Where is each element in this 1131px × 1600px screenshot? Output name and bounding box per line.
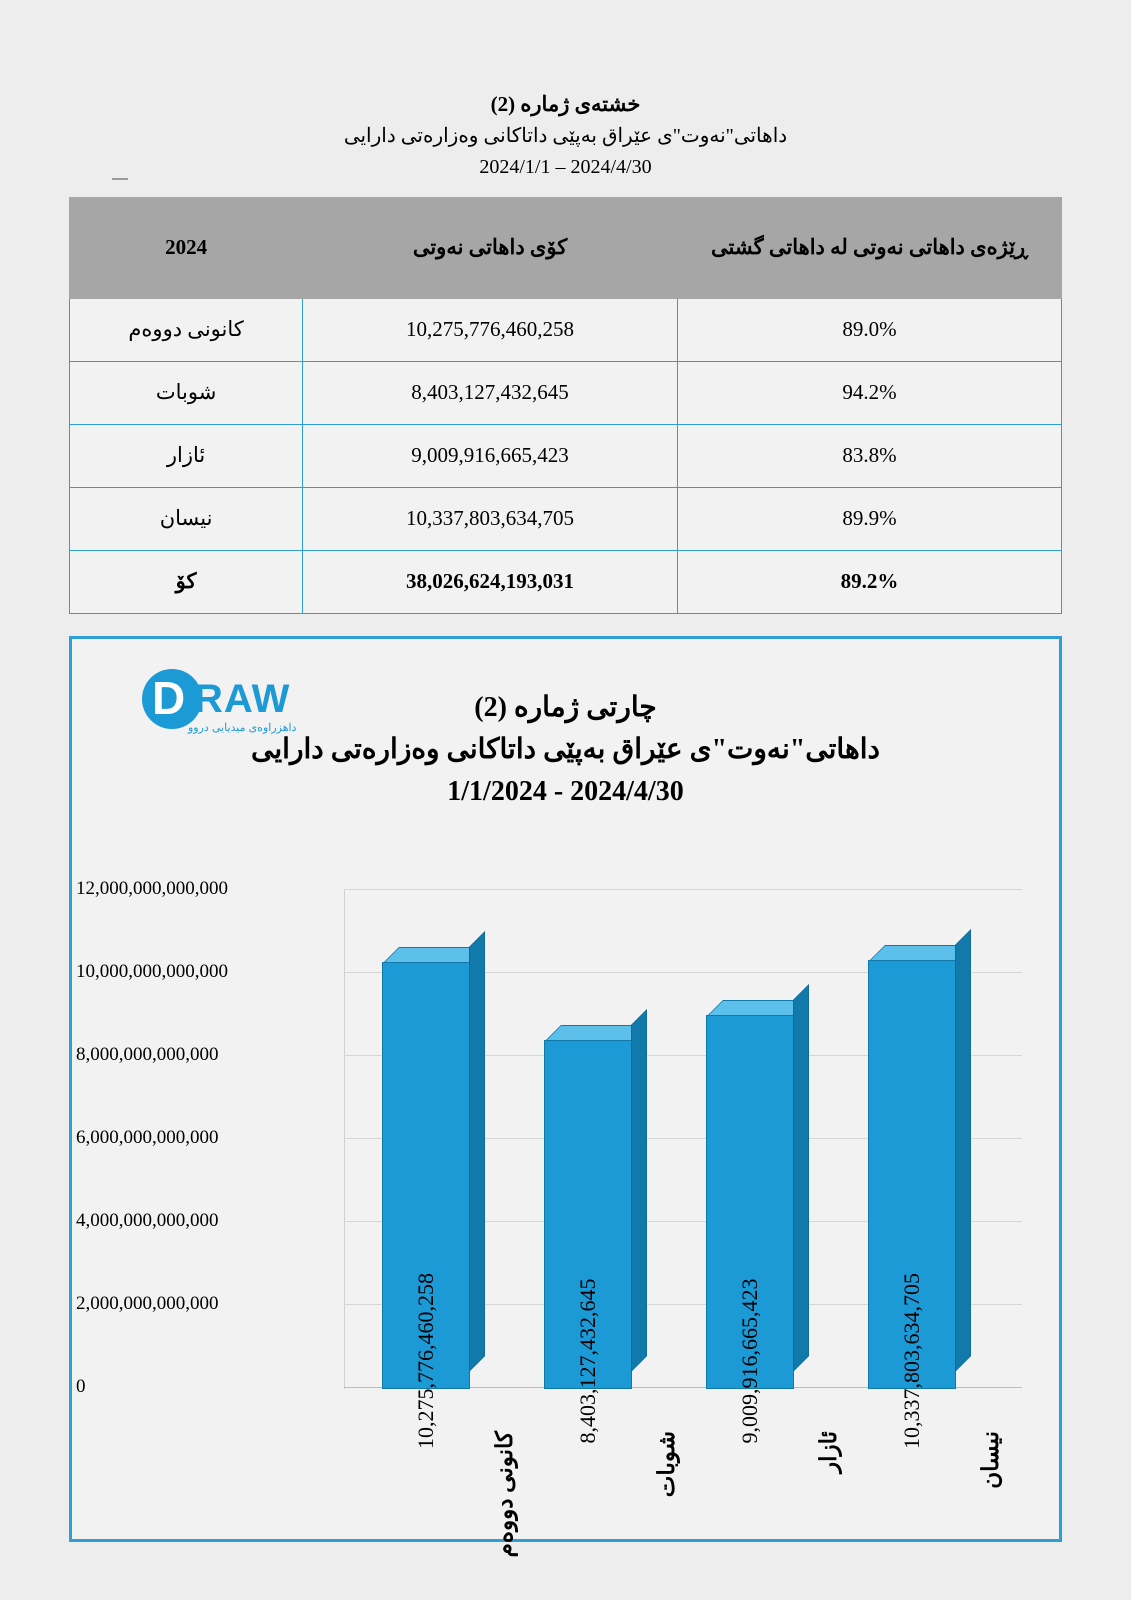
bar-value-label: 10,337,803,634,705: [899, 1272, 924, 1449]
table-header-row: [70, 197, 1062, 298]
oil-revenue-table-wrapper: [69, 197, 1062, 614]
x-tick-label: کانونی دووەم: [492, 1430, 517, 1557]
bar-nisan: [868, 960, 956, 1449]
bar-value-label: 10,275,776,460,258: [413, 1272, 438, 1449]
table-title-line-3: 2024/4/30 – 2024/1/1: [479, 155, 652, 178]
table-row: [70, 298, 1062, 361]
x-tick-label: ئازار: [816, 1430, 841, 1473]
document-title-block: [0, 0, 1131, 183]
bar-shubat: [544, 1040, 632, 1444]
chart-subtitle: داهاتی"نەوت"ى عێراق بەپێی داتاکانی وەزارەتی دارایی: [251, 733, 880, 765]
cell-ratio: 89.0%: [677, 298, 1061, 361]
table-row: [70, 361, 1062, 424]
header-total: کۆی داهاتی نەوتی: [303, 197, 678, 298]
logo-tagline: داهزراوەی میدیایی دروو: [188, 721, 297, 734]
y-tick-label: 8,000,000,000,000: [76, 1043, 219, 1065]
cell-month: کانونی دووەم: [70, 298, 303, 361]
bar-side-face: [469, 931, 485, 1372]
dash-artifact: [112, 178, 128, 180]
x-tick-label: شوبات: [654, 1430, 679, 1497]
y-tick-label: 2,000,000,000,000: [76, 1292, 219, 1314]
cell-ratio: 89.9%: [677, 487, 1061, 550]
chart-panel: [69, 636, 1062, 1557]
cell-total: 10,337,803,634,705: [303, 487, 678, 550]
cell-month: شوبات: [70, 361, 303, 424]
cell-ratio: 83.8%: [677, 424, 1061, 487]
y-tick-label: 12,000,000,000,000: [76, 877, 228, 899]
x-tick-label: نیسان: [978, 1430, 1003, 1489]
y-tick-label: 6,000,000,000,000: [76, 1126, 219, 1148]
bar-value-label: 8,403,127,432,645: [575, 1278, 600, 1444]
bar-side-face: [793, 984, 809, 1372]
cell-ratio: 94.2%: [677, 361, 1061, 424]
logo-wordmark: RAW: [194, 676, 291, 721]
table-total-row: [70, 550, 1062, 613]
y-tick-label: 4,000,000,000,000: [76, 1209, 219, 1231]
cell-total-label: کۆ: [70, 550, 303, 613]
table-title-line-1: خشتەی ژماره (2): [490, 92, 641, 116]
chart-subtitle-range: 2024/4/30 - 1/1/2024: [447, 775, 684, 807]
cell-total-ratio: 89.2%: [677, 550, 1061, 613]
chart-title-block: [72, 687, 1059, 813]
header-ratio: ڕێژەی داهاتی نەوتی لە داهاتی گشتی: [677, 197, 1061, 298]
cell-total: 9,009,916,665,423: [303, 424, 678, 487]
logo-letter-d: D: [152, 671, 186, 724]
bar-value-label: 9,009,916,665,423: [737, 1278, 762, 1444]
bar-azar: [706, 1015, 794, 1444]
cell-total-amount: 38,026,624,193,031: [303, 550, 678, 613]
bar-side-face: [955, 929, 971, 1372]
bar-side-face: [631, 1009, 647, 1372]
cell-total: 8,403,127,432,645: [303, 361, 678, 424]
table-title-line-2: داهاتی"نەوت"ى عێراق بەپێی داتاکانی وەزارەتی دارایی: [343, 124, 788, 147]
header-year: 2024: [70, 197, 303, 298]
oil-revenue-table: [69, 197, 1062, 614]
table-row: [70, 487, 1062, 550]
table-row: [70, 424, 1062, 487]
cell-month: ئازار: [70, 424, 303, 487]
chart-title: چارتی ژماره (2): [474, 691, 657, 723]
cell-total: 10,275,776,460,258: [303, 298, 678, 361]
y-tick-label: 10,000,000,000,000: [76, 960, 228, 982]
bar-kanuni-dwem: [382, 962, 470, 1449]
gridline: [344, 889, 1022, 890]
chart-plot-area: [76, 871, 1022, 1557]
y-tick-label: 0: [76, 1375, 86, 1397]
cell-month: نیسان: [70, 487, 303, 550]
